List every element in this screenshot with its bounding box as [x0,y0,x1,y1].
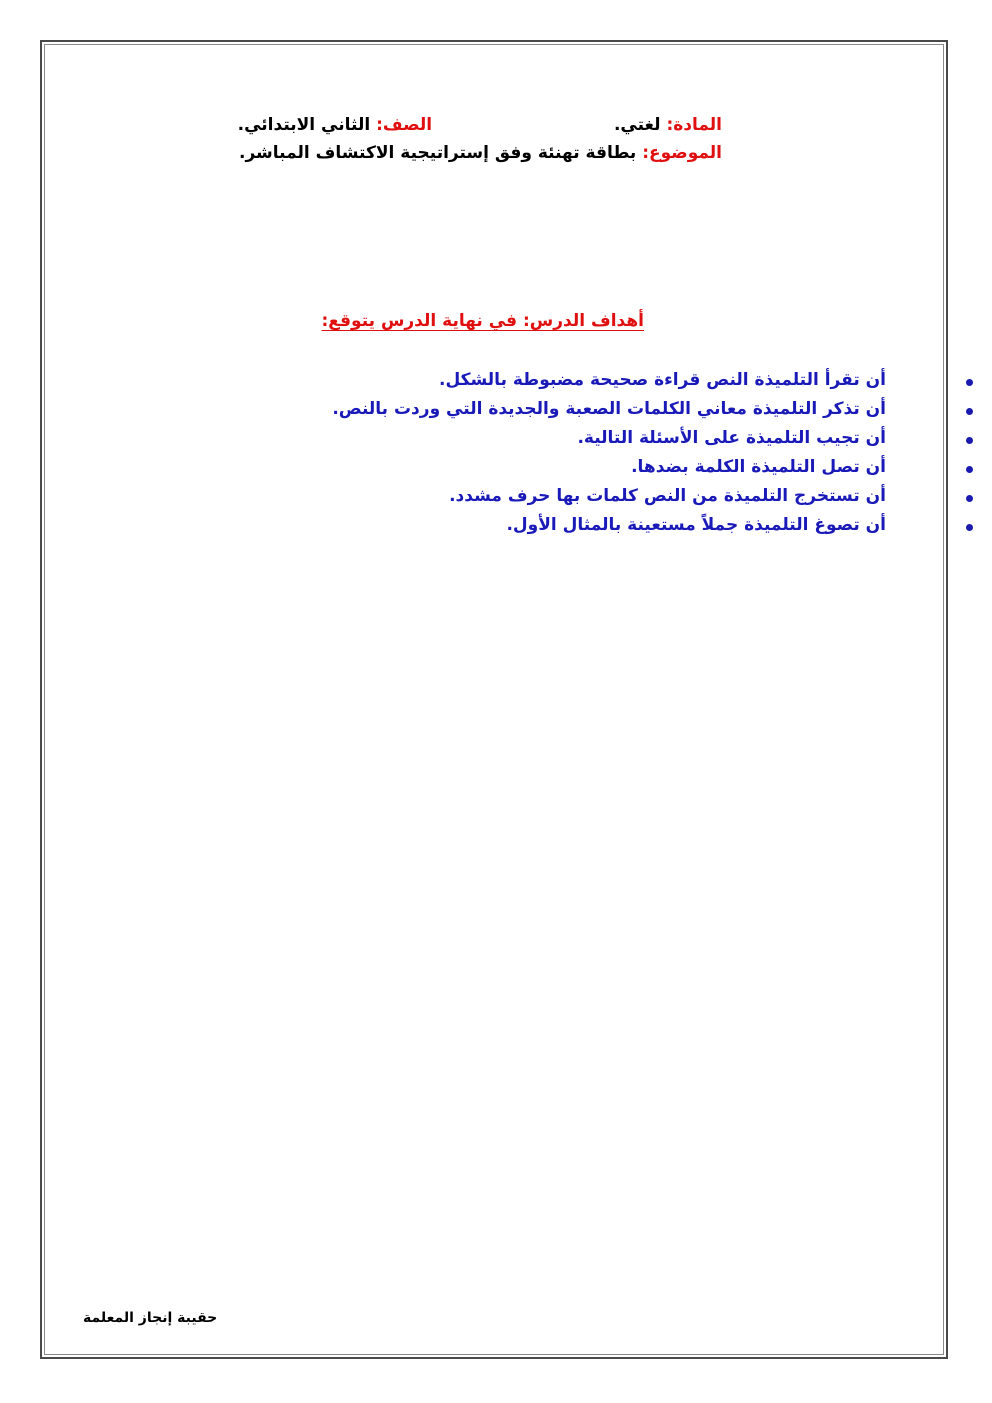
grade-value: الثاني الابتدائي. [237,115,371,135]
subject-value: لغتي. [613,115,661,135]
objective-item [0,368,992,397]
topic-value: بطاقة تهنئة وفق إستراتيجية الاكتشاف المباشر. [239,143,637,163]
topic-label: الموضوع: [642,143,722,163]
objective-text: أن تصوغ التلميذة جملاً مستعينة بالمثال الأول. [506,515,886,535]
objective-item [0,455,992,484]
objective-item [0,484,992,513]
footer-label: حقيبة إنجاز المعلمة [83,1310,218,1326]
bullet-icon [966,524,973,531]
page-border [40,40,948,1359]
objective-text: أن تصل التلميذة الكلمة بضدها. [631,457,886,477]
subject-grade-line [238,115,722,135]
bullet-icon [966,437,973,444]
objective-item [0,513,992,542]
bullet-icon [966,379,973,386]
objective-item [0,426,992,455]
subject-label: المادة: [666,115,722,135]
objectives-heading: أهداف الدرس: في نهاية الدرس يتوقع: [321,311,644,331]
objective-text: أن تذكر التلميذة معاني الكلمات الصعبة والجديدة التي وردت بالنص. [332,399,886,419]
objectives-list [0,368,992,542]
bullet-icon [966,408,973,415]
topic-line [239,143,722,163]
grade-label: الصف: [376,115,433,135]
bullet-icon [966,466,973,473]
objective-item [0,397,992,426]
objective-text: أن تستخرج التلميذة من النص كلمات بها حرف مشدد. [449,486,886,506]
bullet-icon [966,495,973,502]
objective-text: أن تجيب التلميذة على الأسئلة التالية. [577,428,886,448]
objective-text: أن تقرأ التلميذة النص قراءة صحيحة مضبوطة بالشكل. [438,370,886,390]
